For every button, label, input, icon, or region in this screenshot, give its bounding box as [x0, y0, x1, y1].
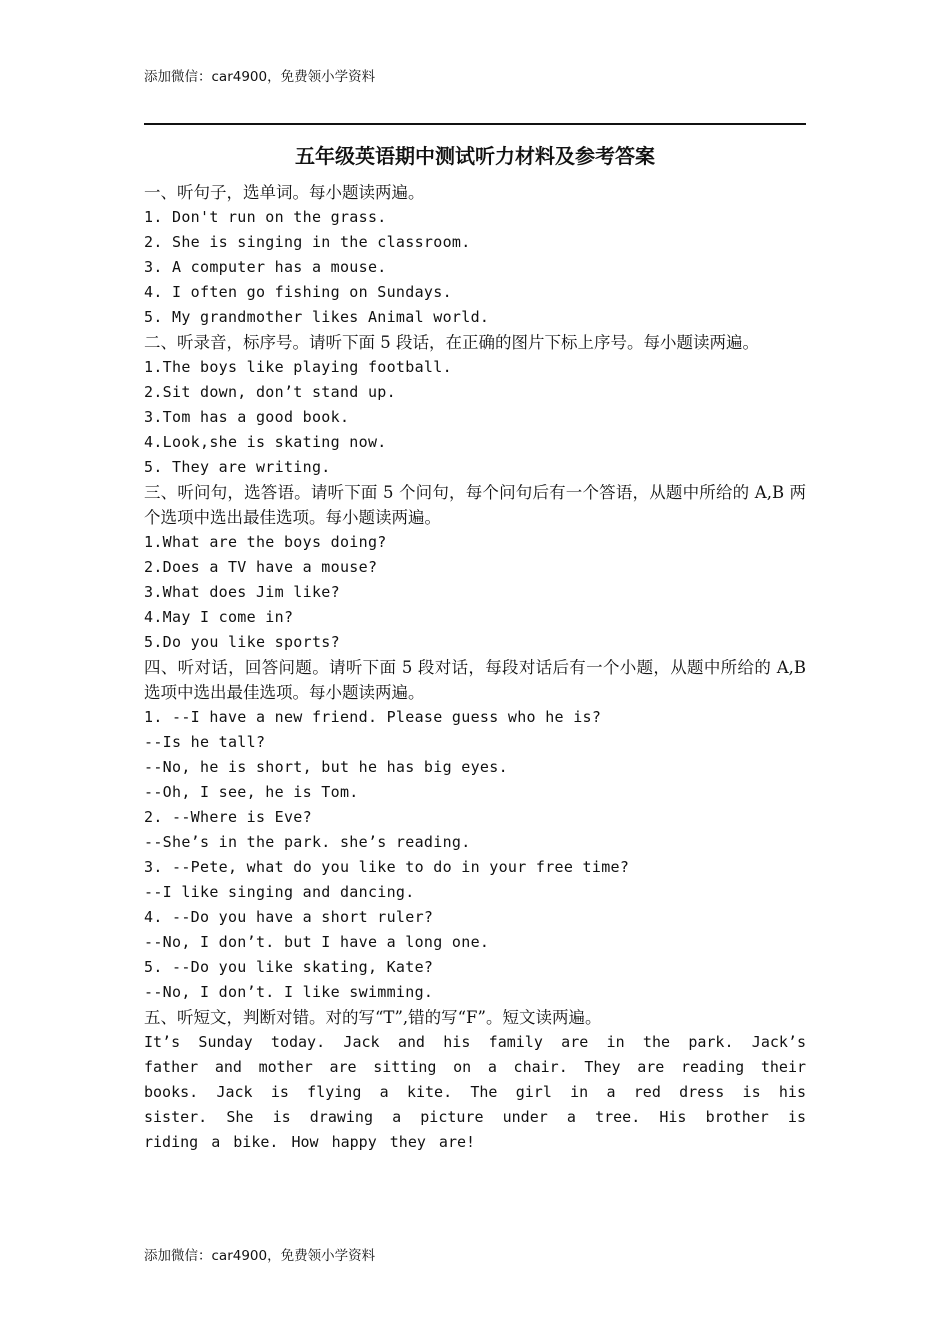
section-2-item-5: 5. They are writing. [144, 458, 331, 476]
section-3-item-1: 1.What are the boys doing? [144, 533, 387, 551]
section-3 [144, 480, 806, 655]
section-4-line-2: --Is he tall? [144, 733, 266, 751]
section-2-item-4: 4.Look,she is skating now. [144, 433, 387, 451]
header-divider [144, 123, 806, 125]
section-5-heading: 五、听短文，判断对错。对的写“T”,错的写“F”。短文读两遍。 [144, 1008, 602, 1027]
section-4 [144, 655, 806, 1005]
section-4-line-6: --She’s in the park. she’s reading. [144, 833, 471, 851]
section-4-line-11: 5. --Do you like skating, Kate? [144, 958, 434, 976]
section-4-line-8: --I like singing and dancing. [144, 883, 415, 901]
section-3-item-2: 2.Does a TV have a mouse? [144, 558, 378, 576]
section-4-line-4: --Oh, I see, he is Tom. [144, 783, 359, 801]
section-4-line-1: 1. --I have a new friend. Please guess who he is? [144, 708, 602, 726]
section-1-item-5: 5. My grandmother likes Animal world. [144, 308, 490, 326]
footer-note: 添加微信：car4900，免费领小学资料 [144, 1248, 376, 1264]
section-4-line-9: 4. --Do you have a short ruler? [144, 908, 434, 926]
section-2-item-1: 1.The boys like playing football. [144, 358, 452, 376]
section-5-passage: It’s Sunday today. Jack and his family are in the park. Jack’s father and mother are sitting on a chair. They are reading their books. Jack is flying a kite. The girl in a red dress is his sister. She is drawing a picture under a tree. His brother is riding a bike. How happy they are! [144, 1033, 806, 1151]
section-4-line-7: 3. --Pete, what do you like to do in your free time? [144, 858, 630, 876]
section-5 [144, 1005, 806, 1155]
section-3-item-4: 4.May I come in? [144, 608, 294, 626]
section-1-item-3: 3. A computer has a mouse. [144, 258, 387, 276]
section-1-item-1: 1. Don't run on the grass. [144, 208, 387, 226]
section-1-item-2: 2. She is singing in the classroom. [144, 233, 471, 251]
header-note: 添加微信：car4900，免费领小学资料 [144, 69, 376, 85]
section-4-line-5: 2. --Where is Eve? [144, 808, 312, 826]
section-2-item-3: 3.Tom has a good book. [144, 408, 350, 426]
section-2-item-2: 2.Sit down, don’t stand up. [144, 383, 396, 401]
page-title: 五年级英语期中测试听力材料及参考答案 [295, 144, 655, 168]
section-2-heading: 二、听录音，标序号。请听下面 5 段话，在正确的图片下标上序号。每小题读两遍。 [144, 333, 759, 352]
section-1 [144, 180, 806, 330]
section-4-line-12: --No, I don’t. I like swimming. [144, 983, 434, 1001]
section-1-item-4: 4. I often go fishing on Sundays. [144, 283, 452, 301]
document-body [144, 180, 806, 1155]
section-3-item-3: 3.What does Jim like? [144, 583, 340, 601]
section-4-line-10: --No, I don’t. but I have a long one. [144, 933, 490, 951]
section-4-heading: 四、听对话，回答问题。请听下面 5 段对话，每段对话后有一个小题，从题中所给的 A,B 选项中选出最佳选项。每小题读两遍。 [144, 658, 806, 702]
section-2 [144, 330, 806, 480]
section-1-heading: 一、听句子，选单词。每小题读两遍。 [144, 183, 425, 202]
section-3-heading: 三、听问句，选答语。请听下面 5 个问句，每个问句后有一个答语，从题中所给的 A,B 两个选项中选出最佳选项。每小题读两遍。 [144, 483, 806, 527]
section-3-item-5: 5.Do you like sports? [144, 633, 340, 651]
section-4-line-3: --No, he is short, but he has big eyes. [144, 758, 508, 776]
